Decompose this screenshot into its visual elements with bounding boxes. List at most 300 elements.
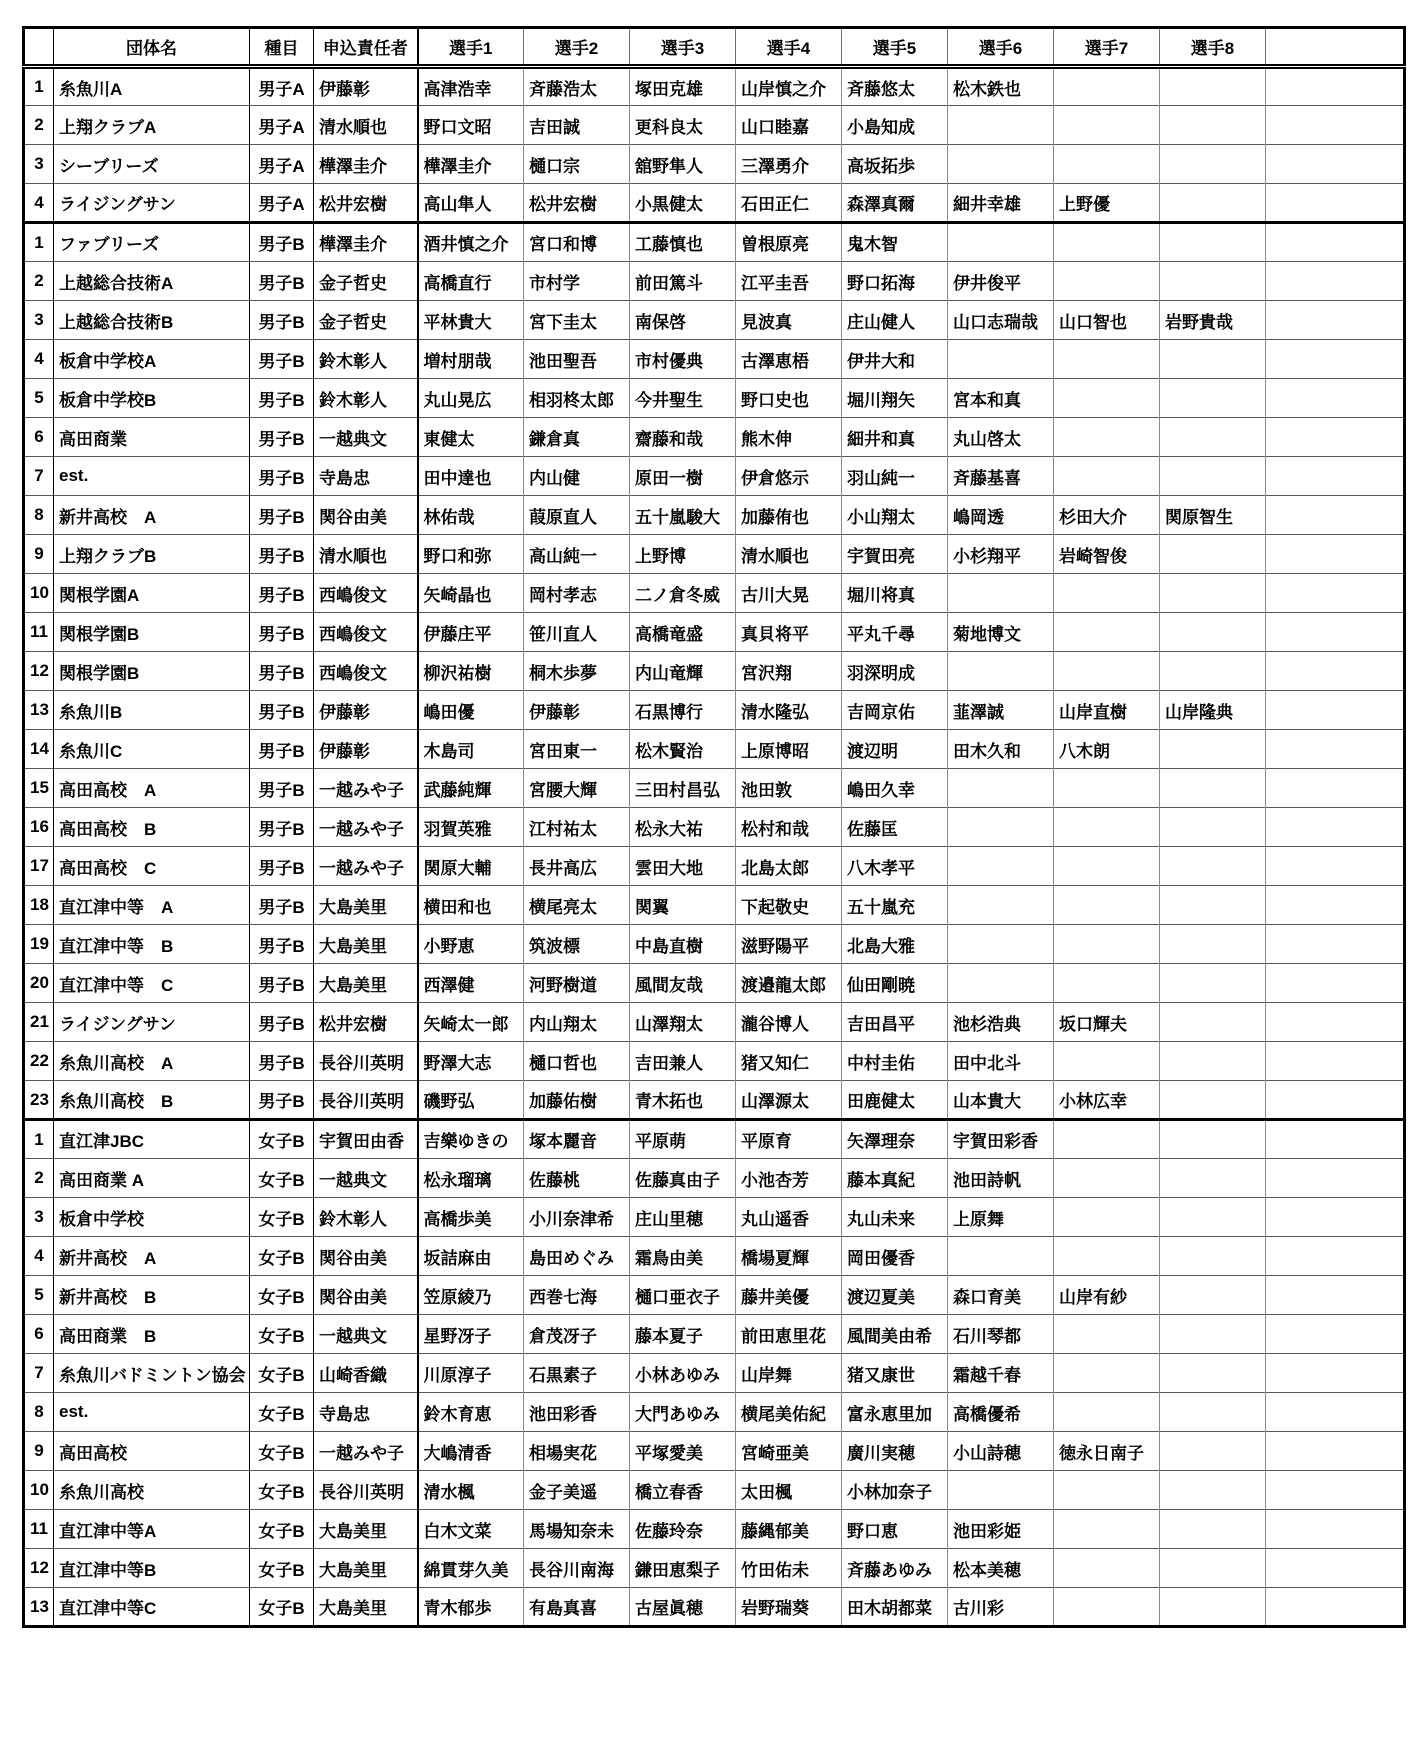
player-cell: 小池杏芳 [736, 1159, 842, 1198]
player-cell [1054, 457, 1160, 496]
manager-cell: 大島美里 [314, 1510, 418, 1549]
player-cell: 風間友哉 [630, 964, 736, 1003]
player-cell: 羽山純一 [842, 457, 948, 496]
empty-cell [1266, 652, 1405, 691]
team-name-cell: 糸魚川C [54, 730, 250, 769]
player-cell [1054, 808, 1160, 847]
player-cell: 山澤源太 [736, 1081, 842, 1120]
team-name-cell: 板倉中学校A [54, 340, 250, 379]
player-cell: 小林加奈子 [842, 1471, 948, 1510]
team-name-cell: 高田高校 C [54, 847, 250, 886]
row-number-cell: 17 [24, 847, 54, 886]
player-cell: 矢崎太一郎 [418, 1003, 524, 1042]
row-number-cell: 15 [24, 769, 54, 808]
row-number-cell: 5 [24, 379, 54, 418]
manager-cell: 寺島忠 [314, 1393, 418, 1432]
player-cell [948, 1471, 1054, 1510]
player-cell: 清水隆弘 [736, 691, 842, 730]
table-row [24, 1354, 1405, 1393]
player-cell [948, 574, 1054, 613]
player-cell: 丸山未来 [842, 1198, 948, 1237]
table-row [24, 1588, 1405, 1627]
column-header: 選手4 [736, 28, 842, 67]
player-cell [1160, 964, 1266, 1003]
manager-cell: 関谷由美 [314, 1237, 418, 1276]
header-row [24, 28, 1405, 67]
player-cell: 宮腰大輝 [524, 769, 630, 808]
empty-cell [1266, 691, 1405, 730]
empty-cell [1266, 808, 1405, 847]
player-cell: 鬼木智 [842, 223, 948, 262]
empty-cell [1266, 1198, 1405, 1237]
team-name-cell: 高田商業 B [54, 1315, 250, 1354]
team-name-cell: 糸魚川高校 [54, 1471, 250, 1510]
player-cell: 白木文菜 [418, 1510, 524, 1549]
player-cell: 宮沢翔 [736, 652, 842, 691]
category-cell: 女子B [250, 1588, 314, 1627]
column-header: 団体名 [54, 28, 250, 67]
empty-cell [1266, 496, 1405, 535]
player-cell: 市村優典 [630, 340, 736, 379]
player-cell: 嶋田久幸 [842, 769, 948, 808]
table-row [24, 184, 1405, 223]
row-number-cell: 21 [24, 1003, 54, 1042]
empty-cell [1266, 1042, 1405, 1081]
player-cell: 渡辺明 [842, 730, 948, 769]
team-name-cell: 関根学園B [54, 652, 250, 691]
team-name-cell: 高田高校 A [54, 769, 250, 808]
row-number-cell: 2 [24, 106, 54, 145]
team-name-cell: 糸魚川A [54, 67, 250, 106]
table-row [24, 925, 1405, 964]
manager-cell: 伊藤彰 [314, 730, 418, 769]
team-name-cell: 高田高校 [54, 1432, 250, 1471]
player-cell: 石川琴都 [948, 1315, 1054, 1354]
player-cell: 大門あゆみ [630, 1393, 736, 1432]
player-cell: 平原萌 [630, 1120, 736, 1159]
player-cell: 嶋田優 [418, 691, 524, 730]
table-row [24, 1120, 1405, 1159]
player-cell: 小山詩穂 [948, 1432, 1054, 1471]
row-number-cell: 3 [24, 1198, 54, 1237]
player-cell: 三澤勇介 [736, 145, 842, 184]
empty-cell [1266, 1354, 1405, 1393]
player-cell: 田中北斗 [948, 1042, 1054, 1081]
player-cell: 大嶋清香 [418, 1432, 524, 1471]
empty-cell [1266, 184, 1405, 223]
category-cell: 女子B [250, 1471, 314, 1510]
player-cell: 関原大輔 [418, 847, 524, 886]
player-cell: 丸山遥香 [736, 1198, 842, 1237]
table-row [24, 886, 1405, 925]
player-cell: 鎌田恵梨子 [630, 1549, 736, 1588]
empty-cell [1266, 847, 1405, 886]
player-cell: 更科良太 [630, 106, 736, 145]
manager-cell: 一越典文 [314, 1315, 418, 1354]
category-cell: 男子B [250, 223, 314, 262]
player-cell [1160, 1354, 1266, 1393]
player-cell: 坂口輝夫 [1054, 1003, 1160, 1042]
player-cell [1054, 613, 1160, 652]
player-cell [1160, 730, 1266, 769]
player-cell: 関翼 [630, 886, 736, 925]
player-cell: 藤本夏子 [630, 1315, 736, 1354]
player-cell: 橋立春香 [630, 1471, 736, 1510]
player-cell: 五十嵐駿大 [630, 496, 736, 535]
player-cell [1160, 223, 1266, 262]
team-name-cell: 高田高校 B [54, 808, 250, 847]
manager-cell: 一越みや子 [314, 1432, 418, 1471]
row-number-cell: 4 [24, 1237, 54, 1276]
player-cell: 田木胡都菜 [842, 1588, 948, 1627]
manager-cell: 西嶋俊文 [314, 574, 418, 613]
empty-cell [1266, 964, 1405, 1003]
player-cell: 竹田佑未 [736, 1549, 842, 1588]
player-cell: 葭原直人 [524, 496, 630, 535]
team-name-cell: 直江津中等C [54, 1588, 250, 1627]
player-cell: 松本美穂 [948, 1549, 1054, 1588]
player-cell: 林佑哉 [418, 496, 524, 535]
player-cell: 真貝将平 [736, 613, 842, 652]
empty-cell [1266, 340, 1405, 379]
manager-cell: 山崎香織 [314, 1354, 418, 1393]
team-name-cell: 板倉中学校B [54, 379, 250, 418]
empty-cell [1266, 1315, 1405, 1354]
row-number-cell: 11 [24, 613, 54, 652]
team-name-cell: ファブリーズ [54, 223, 250, 262]
player-cell: 雲田大地 [630, 847, 736, 886]
player-cell [1160, 886, 1266, 925]
player-cell: 矢崎晶也 [418, 574, 524, 613]
player-cell [1160, 652, 1266, 691]
player-cell: 武藤純輝 [418, 769, 524, 808]
empty-cell [1266, 418, 1405, 457]
category-cell: 男子B [250, 379, 314, 418]
team-name-cell: 糸魚川B [54, 691, 250, 730]
player-cell: 古川彩 [948, 1588, 1054, 1627]
section-body [24, 67, 1405, 223]
row-number-cell: 20 [24, 964, 54, 1003]
team-name-cell: 高田商業 A [54, 1159, 250, 1198]
player-cell [1160, 1003, 1266, 1042]
manager-cell: 大島美里 [314, 1549, 418, 1588]
team-name-cell: est. [54, 457, 250, 496]
table-row [24, 847, 1405, 886]
category-cell: 男子B [250, 613, 314, 652]
empty-cell [1266, 925, 1405, 964]
empty-cell [1266, 1393, 1405, 1432]
player-cell: 伊倉悠示 [736, 457, 842, 496]
player-cell: 笹川直人 [524, 613, 630, 652]
player-cell: 熊木伸 [736, 418, 842, 457]
player-cell: 堀川将真 [842, 574, 948, 613]
player-cell: 高橋直行 [418, 262, 524, 301]
manager-cell: 一越典文 [314, 1159, 418, 1198]
player-cell [948, 1237, 1054, 1276]
player-cell [1160, 379, 1266, 418]
column-header: 選手1 [418, 28, 524, 67]
player-cell: 東健太 [418, 418, 524, 457]
player-cell: 松永大祐 [630, 808, 736, 847]
empty-cell [1266, 1276, 1405, 1315]
category-cell: 男子A [250, 106, 314, 145]
player-cell: 三田村昌弘 [630, 769, 736, 808]
player-cell: 丸山啓太 [948, 418, 1054, 457]
table-row [24, 652, 1405, 691]
table-row [24, 1159, 1405, 1198]
player-cell: 五十嵐充 [842, 886, 948, 925]
player-cell: 庄山健人 [842, 301, 948, 340]
player-cell: 今井聖生 [630, 379, 736, 418]
player-cell [1054, 1510, 1160, 1549]
team-name-cell: 直江津中等 B [54, 925, 250, 964]
table-row [24, 1042, 1405, 1081]
player-cell: 嶋岡透 [948, 496, 1054, 535]
row-number-cell: 13 [24, 691, 54, 730]
player-cell: 江平圭吾 [736, 262, 842, 301]
player-cell: 山口智也 [1054, 301, 1160, 340]
player-cell: 宮口和博 [524, 223, 630, 262]
player-cell: 野口恵 [842, 1510, 948, 1549]
player-cell: 池杉浩典 [948, 1003, 1054, 1042]
player-cell: 桐木歩夢 [524, 652, 630, 691]
category-cell: 男子B [250, 418, 314, 457]
empty-cell [1266, 301, 1405, 340]
player-cell: 中島直樹 [630, 925, 736, 964]
player-cell: 上原博昭 [736, 730, 842, 769]
player-cell [1054, 1354, 1160, 1393]
player-cell [948, 106, 1054, 145]
row-number-cell: 12 [24, 652, 54, 691]
row-number-cell: 5 [24, 1276, 54, 1315]
player-cell [1054, 1393, 1160, 1432]
category-cell: 男子B [250, 535, 314, 574]
row-number-cell: 11 [24, 1510, 54, 1549]
player-cell [1054, 67, 1160, 106]
category-cell: 男子A [250, 184, 314, 223]
player-cell: 松木鉄也 [948, 67, 1054, 106]
table-row [24, 262, 1405, 301]
player-cell [948, 769, 1054, 808]
player-cell [1160, 418, 1266, 457]
player-cell: 磯野弘 [418, 1081, 524, 1120]
player-cell: 田中達也 [418, 457, 524, 496]
player-cell [1160, 1549, 1266, 1588]
player-cell: 島田めぐみ [524, 1237, 630, 1276]
category-cell: 男子B [250, 769, 314, 808]
team-name-cell: 上越総合技術A [54, 262, 250, 301]
row-number-cell: 13 [24, 1588, 54, 1627]
player-cell [1160, 1315, 1266, 1354]
manager-cell: 西嶋俊文 [314, 613, 418, 652]
category-cell: 男子B [250, 457, 314, 496]
player-cell: 小山翔太 [842, 496, 948, 535]
column-header: 選手8 [1160, 28, 1266, 67]
category-cell: 男子B [250, 964, 314, 1003]
player-cell [1160, 1042, 1266, 1081]
player-cell [1054, 1588, 1160, 1627]
row-number-cell: 8 [24, 1393, 54, 1432]
player-cell: 宇賀田彩香 [948, 1120, 1054, 1159]
team-name-cell: 直江津中等 C [54, 964, 250, 1003]
team-name-cell: 上翔クラブA [54, 106, 250, 145]
team-name-cell: 関根学園B [54, 613, 250, 652]
player-cell: 松村和哉 [736, 808, 842, 847]
player-cell: 前田恵里花 [736, 1315, 842, 1354]
player-cell [1054, 418, 1160, 457]
player-cell: 山澤翔太 [630, 1003, 736, 1042]
row-number-cell: 19 [24, 925, 54, 964]
player-cell: 森澤真爾 [842, 184, 948, 223]
player-cell: 堀川翔矢 [842, 379, 948, 418]
team-name-cell: 糸魚川バドミントン協会 [54, 1354, 250, 1393]
player-cell: 田木久和 [948, 730, 1054, 769]
player-cell: 菊地博文 [948, 613, 1054, 652]
player-cell: 高山純一 [524, 535, 630, 574]
player-cell [1054, 964, 1160, 1003]
row-number-cell: 23 [24, 1081, 54, 1120]
player-cell: 横尾美佑紀 [736, 1393, 842, 1432]
row-number-cell: 8 [24, 496, 54, 535]
player-cell [1160, 1198, 1266, 1237]
team-name-cell: 新井高校 B [54, 1276, 250, 1315]
team-name-cell: est. [54, 1393, 250, 1432]
player-cell: 内山翔太 [524, 1003, 630, 1042]
empty-cell [1266, 223, 1405, 262]
table-row [24, 418, 1405, 457]
empty-cell [1266, 379, 1405, 418]
player-cell: 松永瑠璃 [418, 1159, 524, 1198]
category-cell: 男子B [250, 574, 314, 613]
player-cell: 北島太郎 [736, 847, 842, 886]
player-cell: 星野冴子 [418, 1315, 524, 1354]
category-cell: 女子B [250, 1510, 314, 1549]
player-cell: 藤井美優 [736, 1276, 842, 1315]
empty-cell [1266, 145, 1405, 184]
empty-cell [1266, 886, 1405, 925]
player-cell: 舘野隼人 [630, 145, 736, 184]
player-cell [1054, 1549, 1160, 1588]
player-cell [948, 340, 1054, 379]
player-cell: 丸山晃広 [418, 379, 524, 418]
manager-cell: 一越典文 [314, 418, 418, 457]
player-cell [1160, 145, 1266, 184]
player-cell: 山岸舞 [736, 1354, 842, 1393]
player-cell: 藤縄郁美 [736, 1510, 842, 1549]
player-cell: 斉藤浩太 [524, 67, 630, 106]
player-cell [1160, 1237, 1266, 1276]
team-name-cell: 直江津中等B [54, 1549, 250, 1588]
team-name-cell: 関根学園A [54, 574, 250, 613]
player-cell [1054, 145, 1160, 184]
player-cell: 山岸直樹 [1054, 691, 1160, 730]
manager-cell: 金子哲史 [314, 262, 418, 301]
category-cell: 女子B [250, 1237, 314, 1276]
player-cell: 山口睦嘉 [736, 106, 842, 145]
empty-cell [1266, 1081, 1405, 1120]
player-cell: 松木賢治 [630, 730, 736, 769]
manager-cell: 松井宏樹 [314, 184, 418, 223]
player-cell: 徳永日南子 [1054, 1432, 1160, 1471]
player-cell: 上野博 [630, 535, 736, 574]
player-cell: 滋野陽平 [736, 925, 842, 964]
player-cell: 清水順也 [736, 535, 842, 574]
player-cell [1160, 847, 1266, 886]
table-row [24, 67, 1405, 106]
player-cell: 野澤大志 [418, 1042, 524, 1081]
player-cell: 細井和真 [842, 418, 948, 457]
manager-cell: 鈴木彰人 [314, 340, 418, 379]
empty-cell [1266, 457, 1405, 496]
manager-cell: 長谷川英明 [314, 1042, 418, 1081]
player-cell: 岡村孝志 [524, 574, 630, 613]
player-cell [1054, 886, 1160, 925]
table-row [24, 808, 1405, 847]
player-cell: 吉樂ゆきの [418, 1120, 524, 1159]
player-cell: 河野樹道 [524, 964, 630, 1003]
player-cell: 鎌倉真 [524, 418, 630, 457]
player-cell: 斉藤悠太 [842, 67, 948, 106]
row-number-cell: 4 [24, 184, 54, 223]
player-cell: 樋口亜衣子 [630, 1276, 736, 1315]
team-name-cell: シーブリーズ [54, 145, 250, 184]
row-number-cell: 3 [24, 145, 54, 184]
category-cell: 男子B [250, 301, 314, 340]
empty-cell [1266, 1510, 1405, 1549]
category-cell: 女子B [250, 1159, 314, 1198]
player-cell [1160, 1432, 1266, 1471]
player-cell [948, 145, 1054, 184]
player-cell: 宮本和真 [948, 379, 1054, 418]
player-cell: 伊井大和 [842, 340, 948, 379]
category-cell: 男子B [250, 925, 314, 964]
player-cell: 松井宏樹 [524, 184, 630, 223]
player-cell: 小野恵 [418, 925, 524, 964]
player-cell: 坂詰麻由 [418, 1237, 524, 1276]
empty-cell [1266, 262, 1405, 301]
player-cell: 野口和弥 [418, 535, 524, 574]
player-cell: 伊井俊平 [948, 262, 1054, 301]
player-cell: 風間美由希 [842, 1315, 948, 1354]
player-cell: 上原舞 [948, 1198, 1054, 1237]
manager-cell: 大島美里 [314, 886, 418, 925]
empty-cell [1266, 730, 1405, 769]
table-row [24, 379, 1405, 418]
player-cell [1054, 1237, 1160, 1276]
player-cell: 平丸千尋 [842, 613, 948, 652]
table-row [24, 106, 1405, 145]
team-name-cell: 糸魚川高校 B [54, 1081, 250, 1120]
category-cell: 女子B [250, 1276, 314, 1315]
table-row [24, 301, 1405, 340]
player-cell [1160, 1276, 1266, 1315]
team-name-cell: 直江津中等 A [54, 886, 250, 925]
table-row [24, 1237, 1405, 1276]
player-cell: 平塚愛美 [630, 1432, 736, 1471]
table-row [24, 1510, 1405, 1549]
row-number-cell: 1 [24, 1120, 54, 1159]
player-cell: 羽賀英雅 [418, 808, 524, 847]
player-cell [1054, 1159, 1160, 1198]
player-cell: 野口史也 [736, 379, 842, 418]
player-cell: 伊藤庄平 [418, 613, 524, 652]
table-row [24, 223, 1405, 262]
category-cell: 女子B [250, 1198, 314, 1237]
player-cell: 相羽柊太郎 [524, 379, 630, 418]
player-cell: 古澤恵梧 [736, 340, 842, 379]
player-cell: 高坂拓歩 [842, 145, 948, 184]
row-number-cell: 16 [24, 808, 54, 847]
